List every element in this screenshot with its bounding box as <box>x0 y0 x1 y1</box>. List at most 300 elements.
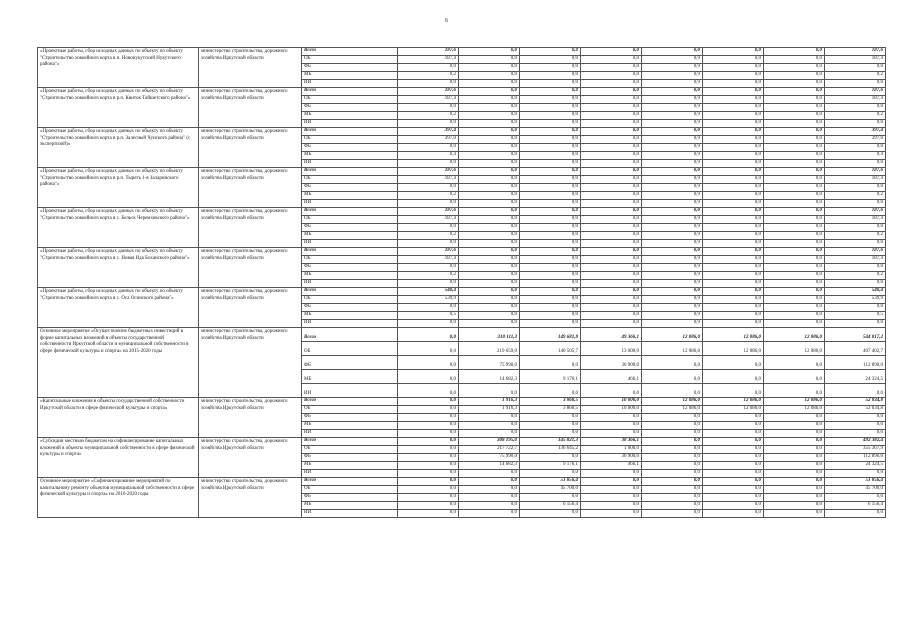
year-value-cell: 0,0 <box>703 56 764 64</box>
year-value-cell: 0,0 <box>764 216 825 224</box>
year-value-cell: 0,0 <box>703 438 764 446</box>
year-value-cell: 0,0 <box>398 320 459 328</box>
funding-source-cell: ИИ <box>302 470 398 478</box>
event-name-cell: Основное мероприятие «Софинансирование мероприятий по капитальному ремонту объектов муниципальной собственности в сфере физической культуры и спорта» на 2016-2020 годы <box>38 478 199 518</box>
year-value-cell: 0,0 <box>459 304 520 312</box>
total-value-cell: 6 156,4 <box>825 502 886 510</box>
year-value-cell: 0,0 <box>764 312 825 320</box>
year-value-cell: 0,0 <box>642 312 703 320</box>
total-value-cell: 112 890,0 <box>825 454 886 462</box>
year-value-cell: 0,0 <box>520 120 581 128</box>
year-value-cell: 0,0 <box>642 104 703 112</box>
year-value-cell: 149 681,8 <box>520 328 581 342</box>
year-value-cell: 0,0 <box>764 264 825 272</box>
year-value-cell: 36 900,0 <box>581 356 642 370</box>
year-value-cell: 0,0 <box>703 414 764 422</box>
funding-source-cell: ИИ <box>302 200 398 208</box>
funding-source-cell: Всего <box>302 398 398 406</box>
year-value-cell: 0,0 <box>581 470 642 478</box>
funding-source-cell: МБ <box>302 422 398 430</box>
year-value-cell: 397,4 <box>398 128 459 136</box>
year-value-cell: 6 156,4 <box>520 502 581 510</box>
year-value-cell: 0,0 <box>642 112 703 120</box>
year-value-cell: 0,0 <box>642 272 703 280</box>
responsible-cell: министерство строительства, дорожного хозяйства Иркутской области <box>199 438 302 478</box>
year-value-cell: 0,0 <box>459 414 520 422</box>
event-name-cell: Основное мероприятие «Осуществление бюджетных инвестиций в форме капитальных вложений в объекты государственной собственности Иркутской области и муниципальной собственности в сфере физической культуры и спорта» на 2015-2020 годы <box>38 328 199 398</box>
year-value-cell: 0,0 <box>764 272 825 280</box>
year-value-cell: 0,0 <box>703 128 764 136</box>
year-value-cell: 0,0 <box>581 136 642 144</box>
year-value-cell: 0,0 <box>398 398 459 406</box>
year-value-cell: 0,0 <box>703 136 764 144</box>
year-value-cell: 0,0 <box>398 384 459 398</box>
total-value-cell: 187,6 <box>825 48 886 56</box>
total-value-cell: 24 324,5 <box>825 370 886 384</box>
year-value-cell: 0,0 <box>520 320 581 328</box>
year-value-cell: 0,0 <box>459 312 520 320</box>
year-value-cell: 397,0 <box>398 136 459 144</box>
year-value-cell: 0,0 <box>520 414 581 422</box>
year-value-cell: 0,0 <box>642 288 703 296</box>
year-value-cell: 0,0 <box>520 128 581 136</box>
year-value-cell: 0,2 <box>398 112 459 120</box>
total-value-cell: 0,0 <box>825 494 886 502</box>
total-value-cell: 187,4 <box>825 256 886 264</box>
year-value-cell: 0,0 <box>398 120 459 128</box>
year-value-cell: 0,0 <box>398 478 459 486</box>
year-value-cell: 0,0 <box>703 184 764 192</box>
year-value-cell: 45 700,0 <box>520 486 581 494</box>
total-value-cell: 0,4 <box>825 152 886 160</box>
year-value-cell: 0,0 <box>581 176 642 184</box>
year-value-cell: 0,0 <box>764 208 825 216</box>
year-value-cell: 540,4 <box>398 288 459 296</box>
year-value-cell: 0,0 <box>642 296 703 304</box>
year-value-cell: 0,0 <box>581 208 642 216</box>
year-value-cell: 0,0 <box>459 216 520 224</box>
year-value-cell: 0,0 <box>703 160 764 168</box>
year-value-cell: 0,0 <box>642 56 703 64</box>
year-value-cell: 0,0 <box>764 80 825 88</box>
year-value-cell: 0,0 <box>581 120 642 128</box>
year-value-cell: 0,0 <box>581 128 642 136</box>
year-value-cell: 0,0 <box>703 64 764 72</box>
total-value-cell: 0,0 <box>825 120 886 128</box>
year-value-cell: 0,0 <box>459 502 520 510</box>
year-value-cell: 0,0 <box>398 200 459 208</box>
event-name-cell: «Капитальные вложения в объекты государственной собственности Иркутской области в сфере физической культуры и спорта» <box>38 398 199 438</box>
year-value-cell: 0,0 <box>520 80 581 88</box>
year-value-cell: 0,0 <box>520 232 581 240</box>
year-value-cell: 0,0 <box>520 56 581 64</box>
responsible-cell: министерство строительства, дорожного хозяйства Иркутской области <box>199 88 302 128</box>
year-value-cell: 0,0 <box>581 240 642 248</box>
year-value-cell: 0,0 <box>581 478 642 486</box>
year-value-cell: 0,0 <box>398 422 459 430</box>
table-row <box>38 48 886 56</box>
event-name-cell: «Проектные работы, сбор исходных данных по объекту по объекту "Строительство хоккейного корта в с. Оса Осинского района"» <box>38 288 199 328</box>
year-value-cell: 12 086,0 <box>703 328 764 342</box>
year-value-cell: 49 366,1 <box>581 328 642 342</box>
funding-source-cell: ФБ <box>302 414 398 422</box>
year-value-cell: 0,0 <box>703 494 764 502</box>
year-value-cell: 0,0 <box>642 72 703 80</box>
table-row <box>38 88 886 96</box>
year-value-cell: 0,0 <box>764 478 825 486</box>
page-number: 6 <box>445 18 448 24</box>
year-value-cell: 0,0 <box>642 494 703 502</box>
year-value-cell: 0,0 <box>581 72 642 80</box>
year-value-cell: 0,0 <box>520 494 581 502</box>
year-value-cell: 0,0 <box>703 72 764 80</box>
year-value-cell: 0,0 <box>581 288 642 296</box>
year-value-cell: 466,1 <box>581 370 642 384</box>
year-value-cell: 38 366,1 <box>581 438 642 446</box>
funding-source-cell: МБ <box>302 72 398 80</box>
year-value-cell: 0,0 <box>764 454 825 462</box>
year-value-cell: 0,0 <box>703 176 764 184</box>
year-value-cell: 136 645,2 <box>520 446 581 454</box>
total-value-cell: 539,9 <box>825 296 886 304</box>
year-value-cell: 0,0 <box>459 384 520 398</box>
year-value-cell: 0,0 <box>642 454 703 462</box>
year-value-cell: 0,0 <box>459 112 520 120</box>
year-value-cell: 0,0 <box>642 414 703 422</box>
year-value-cell: 0,0 <box>459 422 520 430</box>
total-value-cell: 52 034,8 <box>825 406 886 414</box>
year-value-cell: 12 086,0 <box>642 342 703 356</box>
year-value-cell: 0,0 <box>642 438 703 446</box>
total-value-cell: 112 890,0 <box>825 356 886 370</box>
funding-source-cell: ФБ <box>302 494 398 502</box>
funding-source-cell: ФБ <box>302 454 398 462</box>
year-value-cell: 0,0 <box>459 96 520 104</box>
year-value-cell: 187,4 <box>398 216 459 224</box>
year-value-cell: 0,0 <box>398 462 459 470</box>
year-value-cell: 0,0 <box>703 256 764 264</box>
year-value-cell: 0,2 <box>398 192 459 200</box>
year-value-cell: 0,0 <box>703 232 764 240</box>
year-value-cell: 0,0 <box>764 56 825 64</box>
year-value-cell: 0,0 <box>459 272 520 280</box>
year-value-cell: 0,0 <box>520 288 581 296</box>
year-value-cell: 0,0 <box>459 56 520 64</box>
total-value-cell: 0,2 <box>825 72 886 80</box>
total-value-cell: 52 034,8 <box>825 398 886 406</box>
year-value-cell: 0,0 <box>703 462 764 470</box>
year-value-cell: 10 000,0 <box>581 406 642 414</box>
year-value-cell: 0,0 <box>642 96 703 104</box>
year-value-cell: 0,2 <box>398 272 459 280</box>
year-value-cell: 0,0 <box>764 128 825 136</box>
year-value-cell: 0,0 <box>520 454 581 462</box>
year-value-cell: 0,0 <box>642 168 703 176</box>
year-value-cell: 0,0 <box>764 48 825 56</box>
responsible-cell: министерство строительства, дорожного хозяйства Иркутской области <box>199 398 302 438</box>
funding-source-cell: МБ <box>302 112 398 120</box>
funding-source-cell: ОБ <box>302 256 398 264</box>
year-value-cell: 0,0 <box>642 216 703 224</box>
year-value-cell: 0,0 <box>764 422 825 430</box>
year-value-cell: 0,0 <box>703 280 764 288</box>
year-value-cell: 12 086,0 <box>642 398 703 406</box>
funding-source-cell: ИИ <box>302 510 398 518</box>
year-value-cell: 9 176,1 <box>520 462 581 470</box>
responsible-cell: министерство строительства, дорожного хозяйства Иркутской области <box>199 248 302 288</box>
year-value-cell: 140 505,7 <box>520 342 581 356</box>
year-value-cell: 0,0 <box>520 280 581 288</box>
total-value-cell: 187,4 <box>825 56 886 64</box>
funding-source-cell: ИИ <box>302 160 398 168</box>
year-value-cell: 0,0 <box>581 264 642 272</box>
total-value-cell: 187,4 <box>825 176 886 184</box>
total-value-cell: 0,2 <box>825 232 886 240</box>
funding-source-cell: ИИ <box>302 240 398 248</box>
year-value-cell: 0,0 <box>398 342 459 356</box>
year-value-cell: 0,0 <box>398 414 459 422</box>
year-value-cell: 75 990,0 <box>459 356 520 370</box>
year-value-cell: 0,0 <box>520 64 581 72</box>
year-value-cell: 0,0 <box>764 120 825 128</box>
year-value-cell: 310 111,3 <box>459 328 520 342</box>
year-value-cell: 0,0 <box>581 144 642 152</box>
funding-source-cell: ОБ <box>302 486 398 494</box>
year-value-cell: 12 086,0 <box>703 342 764 356</box>
year-value-cell: 0,0 <box>459 80 520 88</box>
total-value-cell: 0,0 <box>825 414 886 422</box>
year-value-cell: 0,0 <box>581 216 642 224</box>
funding-source-cell: ОБ <box>302 96 398 104</box>
funding-source-cell: Всего <box>302 288 398 296</box>
event-name-cell: «Проектные работы, сбор исходных данных по объекту по объекту "Строительство хоккейного корта в р.п. Квиток Тайшетского района"» <box>38 88 199 128</box>
total-value-cell: 51 856,4 <box>825 478 886 486</box>
year-value-cell: 0,0 <box>764 88 825 96</box>
total-value-cell: 0,0 <box>825 470 886 478</box>
funding-source-cell: МБ <box>302 370 398 384</box>
year-value-cell: 0,0 <box>642 446 703 454</box>
year-value-cell: 0,0 <box>703 384 764 398</box>
funding-source-cell: Всего <box>302 328 398 342</box>
year-value-cell: 0,0 <box>459 104 520 112</box>
year-value-cell: 0,0 <box>642 192 703 200</box>
responsible-cell: министерство строительства, дорожного хозяйства Иркутской области <box>199 288 302 328</box>
year-value-cell: 0,0 <box>398 356 459 370</box>
year-value-cell: 0,0 <box>703 48 764 56</box>
year-value-cell: 0,0 <box>764 470 825 478</box>
year-value-cell: 0,0 <box>764 96 825 104</box>
total-value-cell: 187,4 <box>825 96 886 104</box>
total-value-cell: 540,4 <box>825 288 886 296</box>
year-value-cell: 0,0 <box>459 136 520 144</box>
year-value-cell: 3 860,5 <box>520 398 581 406</box>
year-value-cell: 0,0 <box>703 112 764 120</box>
year-value-cell: 0,0 <box>581 422 642 430</box>
year-value-cell: 0,0 <box>703 288 764 296</box>
year-value-cell: 0,0 <box>581 224 642 232</box>
year-value-cell: 0,0 <box>581 168 642 176</box>
year-value-cell: 0,0 <box>459 224 520 232</box>
year-value-cell: 0,0 <box>459 280 520 288</box>
year-value-cell: 0,0 <box>581 192 642 200</box>
year-value-cell: 0,0 <box>703 248 764 256</box>
year-value-cell: 308 195,0 <box>459 438 520 446</box>
year-value-cell: 0,0 <box>398 454 459 462</box>
funding-source-cell: Всего <box>302 88 398 96</box>
year-value-cell: 0,0 <box>764 462 825 470</box>
year-value-cell: 0,0 <box>764 320 825 328</box>
year-value-cell: 0,0 <box>398 494 459 502</box>
year-value-cell: 1 916,3 <box>459 398 520 406</box>
year-value-cell: 36 900,0 <box>581 454 642 462</box>
total-value-cell: 544 017,2 <box>825 328 886 342</box>
total-value-cell: 0,0 <box>825 80 886 88</box>
year-value-cell: 0,0 <box>520 48 581 56</box>
year-value-cell: 0,0 <box>581 112 642 120</box>
funding-source-cell: Всего <box>302 208 398 216</box>
total-value-cell: 407 402,7 <box>825 342 886 356</box>
event-name-cell: «Проектные работы, сбор исходных данных по объекту по объекту "Строительство хоккейного корта в р.п. Тыреть 1-я Заларинского района"» <box>38 168 199 208</box>
year-value-cell: 0,0 <box>581 248 642 256</box>
year-value-cell: 13 000,0 <box>581 342 642 356</box>
event-name-cell: «Проектные работы, сбор исходных данных по объекту по объекту "Строительство хоккейного корта в с. Новая Ида Боханского района"» <box>38 248 199 288</box>
total-value-cell: 397,4 <box>825 128 886 136</box>
year-value-cell: 0,0 <box>642 462 703 470</box>
year-value-cell: 51 856,4 <box>520 478 581 486</box>
year-value-cell: 0,0 <box>398 80 459 88</box>
year-value-cell: 0,0 <box>581 486 642 494</box>
year-value-cell: 0,0 <box>703 264 764 272</box>
event-name-cell: «Проектные работы, сбор исходных данных по объекту по объекту "Строительство хоккейного корта в п. Новонукутский Нукутского района"» <box>38 48 199 88</box>
year-value-cell: 0,0 <box>642 320 703 328</box>
event-name-cell: «Субсидии местным бюджетам на софинансирование капитальных вложений в объекты муниципальной собственности в сфере физической культуры и спорта» <box>38 438 199 478</box>
year-value-cell: 0,0 <box>581 296 642 304</box>
year-value-cell: 0,0 <box>520 72 581 80</box>
event-name-cell: «Проектные работы, сбор исходных данных по объекту по объекту "Строительство хоккейного корта в р.п. Залесный Чунского района" (с экспертизой)» <box>38 128 199 168</box>
total-value-cell: 0,2 <box>825 272 886 280</box>
funding-source-cell: Всего <box>302 438 398 446</box>
year-value-cell: 0,0 <box>520 312 581 320</box>
funding-source-cell: ФБ <box>302 264 398 272</box>
year-value-cell: 0,0 <box>581 80 642 88</box>
year-value-cell: 0,0 <box>459 168 520 176</box>
year-value-cell: 0,0 <box>764 256 825 264</box>
funding-source-cell: ОБ <box>302 216 398 224</box>
year-value-cell: 0,0 <box>642 280 703 288</box>
table-row <box>38 288 886 296</box>
year-value-cell: 0,0 <box>642 224 703 232</box>
year-value-cell: 0,0 <box>764 152 825 160</box>
total-value-cell: 0,0 <box>825 160 886 168</box>
funding-source-cell: ФБ <box>302 64 398 72</box>
year-value-cell: 0,0 <box>459 478 520 486</box>
total-value-cell: 0,0 <box>825 430 886 438</box>
year-value-cell: 0,0 <box>581 312 642 320</box>
year-value-cell: 0,0 <box>398 184 459 192</box>
year-value-cell: 0,0 <box>764 494 825 502</box>
year-value-cell: 0,0 <box>642 510 703 518</box>
year-value-cell: 0,0 <box>581 232 642 240</box>
funding-source-cell: ОБ <box>302 56 398 64</box>
year-value-cell: 0,0 <box>581 272 642 280</box>
year-value-cell: 12 086,0 <box>703 406 764 414</box>
year-value-cell: 0,0 <box>642 248 703 256</box>
year-value-cell: 0,0 <box>520 256 581 264</box>
funding-source-cell: МБ <box>302 192 398 200</box>
year-value-cell: 0,0 <box>642 152 703 160</box>
table-row <box>38 208 886 216</box>
year-value-cell: 0,0 <box>764 446 825 454</box>
total-value-cell: 0,2 <box>825 192 886 200</box>
year-value-cell: 187,6 <box>398 88 459 96</box>
year-value-cell: 0,0 <box>398 240 459 248</box>
funding-source-cell: ИИ <box>302 120 398 128</box>
year-value-cell: 0,0 <box>581 88 642 96</box>
year-value-cell: 0,0 <box>642 232 703 240</box>
year-value-cell: 0,0 <box>642 184 703 192</box>
year-value-cell: 0,0 <box>520 430 581 438</box>
year-value-cell: 0,0 <box>764 176 825 184</box>
year-value-cell: 0,0 <box>642 128 703 136</box>
table-row <box>38 128 886 136</box>
year-value-cell: 0,0 <box>398 370 459 384</box>
total-value-cell: 0,0 <box>825 304 886 312</box>
year-value-cell: 0,0 <box>581 48 642 56</box>
year-value-cell: 0,0 <box>520 272 581 280</box>
year-value-cell: 0,0 <box>642 48 703 56</box>
year-value-cell: 0,0 <box>703 312 764 320</box>
year-value-cell: 0,0 <box>764 296 825 304</box>
year-value-cell: 12 086,0 <box>642 406 703 414</box>
year-value-cell: 0,0 <box>764 136 825 144</box>
year-value-cell: 0,0 <box>459 160 520 168</box>
table-row <box>38 478 886 486</box>
year-value-cell: 0,0 <box>642 80 703 88</box>
year-value-cell: 0,0 <box>398 446 459 454</box>
event-name-cell: «Проектные работы, сбор исходных данных по объекту по объекту "Строительство хоккейного корта в с. Бельск Черемховского района"» <box>38 208 199 248</box>
year-value-cell: 0,0 <box>398 224 459 232</box>
year-value-cell: 0,0 <box>703 144 764 152</box>
total-value-cell: 397,0 <box>825 136 886 144</box>
year-value-cell: 0,4 <box>398 152 459 160</box>
year-value-cell: 0,0 <box>764 384 825 398</box>
year-value-cell: 0,0 <box>459 240 520 248</box>
year-value-cell: 0,0 <box>703 80 764 88</box>
year-value-cell: 0,0 <box>581 160 642 168</box>
year-value-cell: 0,0 <box>764 104 825 112</box>
year-value-cell: 0,0 <box>398 502 459 510</box>
year-value-cell: 0,0 <box>642 240 703 248</box>
funding-source-cell: Всего <box>302 168 398 176</box>
year-value-cell: 0,0 <box>703 356 764 370</box>
funding-source-cell: ИИ <box>302 384 398 398</box>
total-value-cell: 0,0 <box>825 320 886 328</box>
year-value-cell: 0,0 <box>459 48 520 56</box>
year-value-cell: 0,0 <box>642 144 703 152</box>
year-value-cell: 0,0 <box>520 208 581 216</box>
funding-source-cell: ИИ <box>302 430 398 438</box>
table-row <box>38 438 886 446</box>
year-value-cell: 0,0 <box>459 248 520 256</box>
year-value-cell: 0,0 <box>459 430 520 438</box>
year-value-cell: 0,0 <box>764 438 825 446</box>
year-value-cell: 0,0 <box>520 96 581 104</box>
year-value-cell: 0,2 <box>398 72 459 80</box>
year-value-cell: 0,0 <box>520 176 581 184</box>
year-value-cell: 0,0 <box>459 256 520 264</box>
year-value-cell: 0,0 <box>764 72 825 80</box>
funding-source-cell: ФБ <box>302 224 398 232</box>
